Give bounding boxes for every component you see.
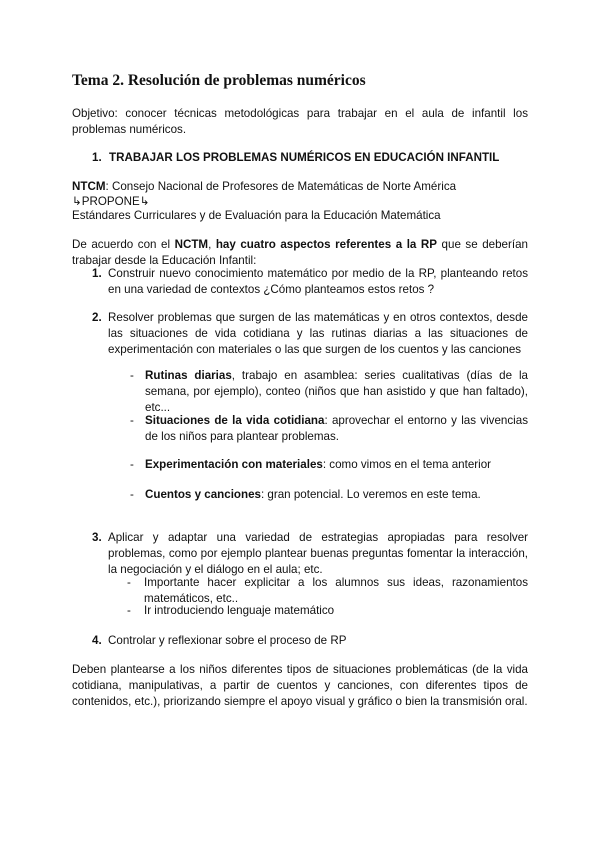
bullet-bold: Situaciones de la vida cotidiana [145,414,325,427]
bullet-bold: Experimentación con materiales [145,458,323,471]
section-label: TRABAJAR LOS PROBLEMAS NUMÉRICOS EN EDUCACIÓN INFANTIL [109,151,500,164]
bullet-dash: - [130,414,134,427]
page-title: Tema 2. Resolución de problemas numéricos [72,72,366,89]
sub-bullet-item [127,603,528,619]
intro-nctm: NCTM [174,238,209,251]
ntcm-term: NTCM [72,180,106,193]
sub-bullet-text: Ir introduciendo lenguaje matemático [144,604,335,617]
intro-comma: , [208,238,216,251]
list-item-number: 2. [92,311,102,324]
bullet-bold: Cuentos y canciones [145,488,261,501]
intro-post: que se deberían trabajar desde la Educación Infantil: [72,238,528,267]
ntcm-definition [72,179,528,195]
list-item-text: Aplicar y adaptar una variedad de estrategias apropiadas para resolver problemas, como por ejemplo plantear buenas preguntas fomentar la interacción, la negociación y el diálogo en el aula; etc. [108,531,528,576]
list-item-text: Controlar y reflexionar sobre el proceso de RP [108,634,347,647]
list-item-number: 4. [92,634,102,647]
intro-pre: De acuerdo con el [72,238,175,251]
bullet-dash: - [130,488,134,501]
sub-bullet-dash: - [127,604,131,617]
section-heading [92,150,499,166]
standards-line: Estándares Curriculares y de Evaluación para la Educación Matemática [72,209,441,222]
intro-paragraph [72,237,528,269]
ntcm-definition-text: : Consejo Nacional de Profesores de Matemáticas de Norte América [105,180,457,193]
bullet-item [130,487,528,503]
section-number: 1. [92,151,102,164]
bullet-text: : aprovechar el entorno y las vivencias de los niños para plantear problemas. [145,414,528,443]
sub-bullet-text: Importante hacer explicitar a los alumnos sus ideas, razonamientos matemáticos, etc.. [144,576,528,605]
propone-line: ↳PROPONE↳ [72,195,150,208]
list-item [92,310,528,358]
bullet-text: , trabajo en asamblea: series cualitativas (días de la semana, por ejemplo), conteo (niños que han asistido y que han faltado), etc... [145,369,528,414]
closing-paragraph: Deben plantearse a los niños diferentes tipos de situaciones problemáticas (de la vida cotidiana, manipulativas, a partir de cuentos y canciones, con diferentes tipos de contenidos, etc.), priorizando siempre el apoyo visual y gráfico o bien la transmisión oral. [72,663,528,708]
bullet-text: : gran potencial. Lo veremos en este tema. [260,488,481,501]
list-item [92,266,528,298]
bullet-item [130,368,528,416]
bullet-bold: Rutinas diarias [145,369,232,382]
list-item-number: 1. [92,267,102,280]
list-item-number: 3. [92,531,102,544]
intro-bold: hay cuatro aspectos referentes a la RP [215,238,438,251]
bullet-item [130,457,528,473]
objective-paragraph: Objetivo: conocer técnicas metodológicas para trabajar en el aula de infantil los problemas numéricos. [72,107,528,136]
bullet-item [130,413,528,445]
list-item-text: Construir nuevo conocimiento matemático por medio de la RP, planteando retos en una variedad de contextos ¿Cómo planteamos estos retos ? [108,267,528,296]
bullet-dash: - [130,369,134,382]
bullet-dash: - [130,458,134,471]
list-item [92,530,528,578]
sub-bullet-dash: - [127,576,131,589]
bullet-text: : como vimos en el tema anterior [322,458,492,471]
list-item-text: Resolver problemas que surgen de las matemáticas y en otros contextos, desde las situaciones de vida cotidiana y las rutinas diarias a las situaciones de experimentación con materiales o las que surgen de los cuentos y las canciones [108,311,528,356]
list-item [92,633,528,649]
